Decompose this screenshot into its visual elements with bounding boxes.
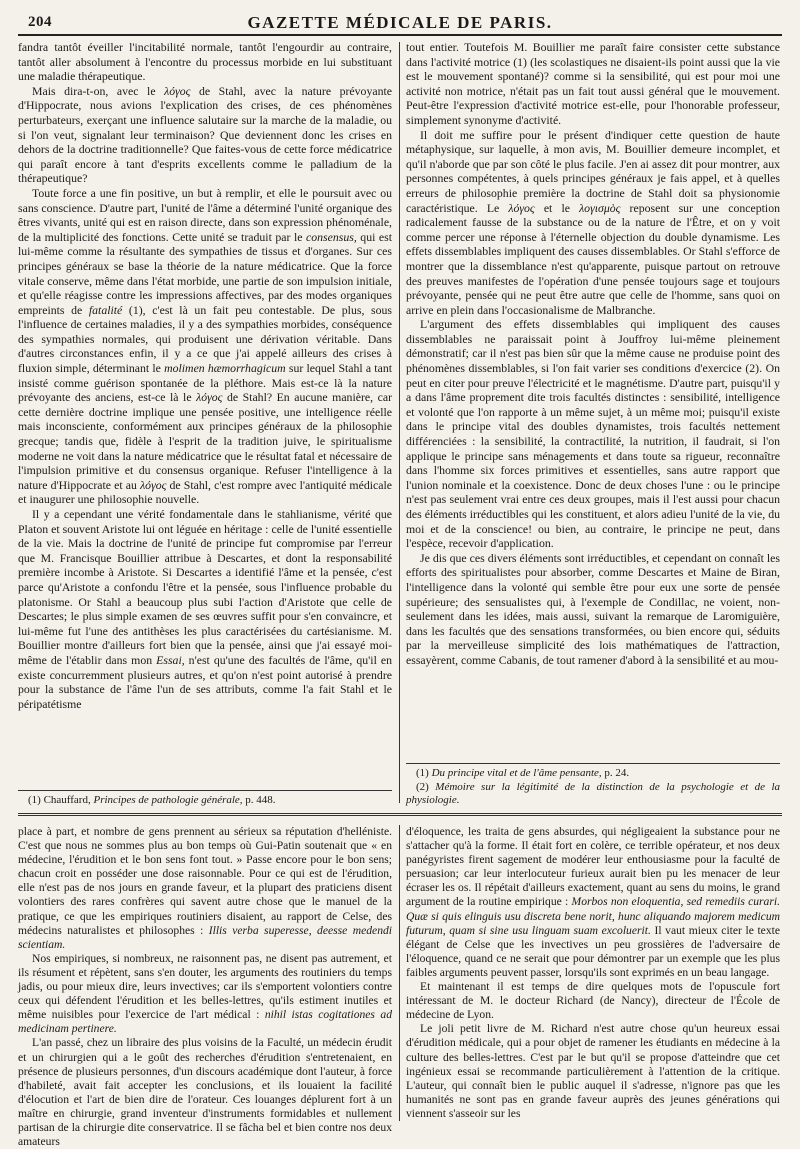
- paragraph: L'argument des effets dissemblables qui impliquent des causes dissemblables ne paraissait point à Jouffroy lui-même pleinement démonstratif; car il n'est pas bien sûr que la même cause ne produise point des phénomènes dissemblables, si l'on fait varier ses conditions d'exercice (2). On peut en citer pour preuve l'électricité et le magnétisme. D'autre part, puisqu'il y a dans l'âme proprement dite trois facultés distinctes : sensibilité, intelligence et volonté que l'on rapporte à un même sujet, à un même moi; puisqu'il existe dans le principe vital des doubles dynamistes, trois facultés nettement différenciées : la sensibilité, la contractilité, la nutrition, il faudrait, si l'on applique le principe sans ménagements et dans toute sa rigueur, reconnaître dans l'homme six forces primitives et essentielles, sans autre rapport que l'union nominale et la coexistence. Donc de deux choses l'une : ou le principe n'est pas seulement vrai entre ces deux groupes, mais il l'est aussi pour chacun des éléments irréductibles qui les constituent, et alors adieu l'unité de la vie, du moi et de la conscience! ou bien, au contraire, le principe ne peut, dans l'espèce, recevoir d'application.: [406, 317, 780, 551]
- feuilleton-section: [18, 823, 782, 1149]
- paragraph: L'an passé, chez un libraire des plus voisins de la Faculté, un médecin érudit et un chirurgien qui a le goût des recherches d'érudition s'entretenaient, en présence de plusieurs personnes, d'un discours académique dont l'auteur, à force d'habileté, avait fait accepter les conclusions, et ils louaient la facilité d'élocution et l'art de bien dire de l'orateur. Ces louanges déplurent fort à un maître en chirurgie, grand inventeur d'instruments formidables et nullement partisan de la chirurgie dite conservatrice. Il se fâcha bel et bien contre nos deux amateurs: [18, 1036, 392, 1149]
- column-divider: [399, 42, 400, 803]
- double-rule: [18, 813, 782, 816]
- upper-right-column: [406, 40, 780, 807]
- footnote: (1) Du principe vital et de l'âme pensante, p. 24.: [416, 767, 630, 780]
- lower-left-column: [18, 825, 393, 1149]
- paragraph: d'éloquence, les traita de gens absurdes, qui négligeaient la substance pour ne s'attacher qu'à la forme. Il était fort en colère, ce terrible opérateur, et nos deux panégyristes firent sagement de modérer leur enthousiasme pour la faculté de persuasion; car leur interlocuteur furieux aurait bien pu les menacer de leur écraser les os. Il répétait d'ailleurs exactement, quant au sens du moins, le grand argument de la routine empirique : Morbos non eloquentia, sed remediis curari. Quæ si quis elinguis usu discreta bene norit, hunc aliquando majorem medicum futurum, quam si sine usu linguam suam excoluerit. Il vaut mieux citer le texte élégant de Celse que les invectives un peu grossières de l'adversaire de l'éloquence, quand ce ne serait que pour démontrer par un exemple que les plus faibles arguments peuvent passer, lorsqu'ils sont exprimés en un beau langage.: [406, 825, 780, 979]
- paragraph: Le joli petit livre de M. Richard n'est autre chose qu'un heureux essai d'érudition médicale, qui a pour objet de ramener les étudiants en médecine à la culture des belles-lettres. C'est par le but qu'il se propose d'atteindre que cet ingénieux essai se recommande particulièrement à l'attention de la critique. L'auteur, qui connaît bien le public auquel il s'adresse, n'ignore pas que les humanités ne sont pas en grande faveur auprès des jeunes générations qui viennent s'asseoir sur les: [406, 1022, 780, 1120]
- section-separator: [18, 807, 782, 823]
- running-title: GAZETTE MÉDICALE DE PARIS.: [247, 13, 553, 32]
- upper-left-column: [18, 40, 392, 807]
- footnote: (2) Mémoire sur la légitimité de la distinction de la psychologie et de la physiologie.: [406, 780, 781, 806]
- paragraph: Il y a cependant une vérité fondamentale dans le stahlianisme, vérité que Platon et souvent Aristote lui ont léguée en héritage : celle de l'unité essentielle de la vie. Mais la doctrine de l'unité de principe fut compromise par l'erreur que M. Francisque Bouillier attribue à Descartes, et dont la responsabilité première incombe à Aristote. Si Descartes a identifié l'âme et la pensée, c'est parce qu'Aristote a confondu l'être et la pensée, sous l'influence probable du platonisme. Or Stahl a beaucoup plus subi l'action d'Aristote que celle de Descartes; le plus simple examen de ses œuvres suffit pour s'en convaincre, et lui-même fut l'une des antithèses les plus caractérisées du cartésianisme. M. Bouillier montre d'ailleurs fort bien que la pensée, ainsi que j'ai essayé moi-même de l'établir dans mon Essai, n'est qu'une des facultés de l'âme, qu'il en existe concurremment plusieurs autres, et qu'on n'est point autorisé à prendre pour la substance de l'âme l'un de ses attributs, comme l'a fait Stahl et le péripatétisme: [18, 507, 392, 711]
- lower-right-column: [406, 825, 780, 1121]
- paragraph: tout entier. Toutefois M. Bouillier me paraît faire consister cette substance dans l'activité motrice (1) (les scolastiques ne disaient-ils point aussi que la vie est le mouvement spontané)? comme si la sensibilité, qui est pour moi une activité non motrice, n'était pas un fait tout aussi général que le mouvement. Peut-être l'expression d'activité motrice est-elle, pour l'honorable professeur, simplement synonyme d'activité.: [406, 40, 780, 127]
- upper-section: [18, 36, 782, 807]
- footnotes: [18, 790, 392, 807]
- paragraph: Toute force a une fin positive, un but à remplir, et elle le poursuit avec ou sans conscience. D'autre part, l'unité de l'âme a déterminé l'unité organique des êtres vivants, unité qui est en raison directe, dans son expression phénoménale, de la multiplicité des fonctions. Cette unité se traduit par le consensus, qui est lui-même comme la résultante des sympathies de tissus et d'organes. Sur ces principes généraux se base la théorie de la nature médicatrice. Que la force vitale conserve, même dans l'état morbide, une partie de son impulsion initiale, et qu'elle réagisse contre les impressions affectives, par des modes organiques empreints de fatalité (1), c'est là un fait peu contestable. De plus, sous l'influence de certaines maladies, il y a des sympathies morbides, conséquence des sympathies normales, qui produisent une dérivation véritable. Dans d'autres circonstances enfin, il y a ce que j'ai appelé ailleurs des crises à fluxion simple, déterminant le molimen hæmorrhagicum sur lequel Stahl a tant insisté comme guérison spontanée de la pléthore. Mais est-ce là la nature prévoyante des anciens, est-ce là le λόγος de Stahl? En aucune manière, car cette dernière doctrine implique une pensée positive, une intelligence réelle mais inconsciente, conformément aux principes généraux de la philosophie grecque; tandis que, fidèle à l'esprit de la tradition juive, le spiritualisme moderne ne voit dans la nature médicatrice que le résultat fatal et nécessaire de l'impulsion primitive et du consensus organique. Refuser l'intelligence à la nature d'Hippocrate et au λόγος de Stahl, c'est rompre avec l'antiquité médicale et inaugurer une philosophie nouvelle.: [18, 185, 393, 507]
- footnotes: [406, 763, 780, 807]
- paragraph: place à part, et nombre de gens prennent au sérieux sa réputation d'helléniste. C'est que nous ne sommes plus au bon temps où Gui-Patin soutenait que « en médecine, l'érudition et le bon sens font tout. » Passe encore pour le bon sens; chacun croit en posséder une dose raisonnable. Pour ce qui est de l'érudition, elle n'est pas de nos jours en grande faveur, et la plupart des praticiens disent volontiers des rares confrères qui savent autre chose que le manuel de la pratique, ce que les empiriques routiniers disaient, au rapport de Celse, des médecins naturalistes et philosophes : Illis verba superesse, deesse medendi scientiam.: [18, 825, 393, 951]
- page-number: 204: [28, 14, 52, 30]
- paragraph: fandra tantôt éveiller l'incitabilité normale, tantôt l'engourdir au contraire, tantôt aller absolument à l'encontre du processus morbide en lui substituant une maladie thérapeutique.: [18, 40, 392, 84]
- column-divider: [399, 825, 400, 1121]
- paragraph: Et maintenant il est temps de dire quelques mots de l'opuscule fort intéressant de M. le docteur Richard (de Nancy), directeur de l'École de médecine de Lyon.: [406, 980, 780, 1022]
- footnote: (1) Chauffard, Principes de pathologie générale, p. 448.: [28, 793, 276, 806]
- paragraph: Il doit me suffire pour le présent d'indiquer cette question de haute métaphysique, sur laquelle, à mon avis, M. Bouillier demeure incomplet, et qu'il n'aborde que par son côté le plus facile. J'en ai assez dit pour montrer, aux personnes compétentes, à quels principes généraux je fais appel, et à quelles erreurs de philosophie première la doctrine de Stahl doit sa physionomie caractéristique. Le λόγος et le λογισμὸς reposent sur une conception radicalement fausse de la substance ou de la nature de l'Être, et on y voit comme percer une réponse à l'éternelle objection du double dynamisme. Les effets dissemblables impliquent des causes dissemblables. Or Stahl s'efforce de montrer que la dissemblance n'est qu'apparente, puisque partout on retrouve des preuves manifestes de l'opération d'une pensée toujours sage et toujours prévoyante, pensée qui ne peut être autre que celle de l'homme, sans quoi on arrive en plein dans l'occasionalisme de Malbranche.: [406, 127, 781, 317]
- paragraph: Nos empiriques, si nombreux, ne raisonnent pas, ne disent pas autrement, et ils résument et répètent, sans s'en douter, les arguments des routiniers du temps jadis, ou pour mieux dire, leurs invectives; car ils s'emportent volontiers contre ceux qui défendent l'érudition et les belles-lettres, qu'ils estiment inutiles et même nuisibles pour l'exercice de l'art médical : nihil istas cogitationes ad medicinam pertinere.: [18, 951, 393, 1036]
- paragraph: Mais dira-t-on, avec le λόγος de Stahl, avec la nature prévoyante d'Hippocrate, nous avions l'explication des crises, de ces phénomènes perturbateurs, exerçant une influence salutaire sur la marche de la maladie, ou si l'on veut, signalant leur terminaison? Que deviennent donc les crises en dehors de la doctrine traditionnelle? Que faites-vous de cette force médicatrice qui paraît encore à tant d'esprits excellents comme le palladium de la thérapeutique?: [18, 83, 393, 186]
- paragraph: Je dis que ces divers éléments sont irréductibles, et cependant on connaît les efforts des spiritualistes pour absorber, comme Descartes et Maine de Biran, l'intelligence dans la volonté qui semble être pour eux une sorte de pensée supérieure; des sensualistes qui, à l'exemple de Condillac, ne voient, non-seulement dans les idées, mais aussi, suivant la remarque de Laromiguière, dans les facultés que des sensations transformées, ou bien encore qui, séduits par la merveilleuse simplicité des lois mathématiques de l'attraction, essayèrent, comme Cabanis, de tout ramener d'abord à la sensibilité et au mou-: [406, 550, 780, 667]
- page-header: [18, 8, 782, 36]
